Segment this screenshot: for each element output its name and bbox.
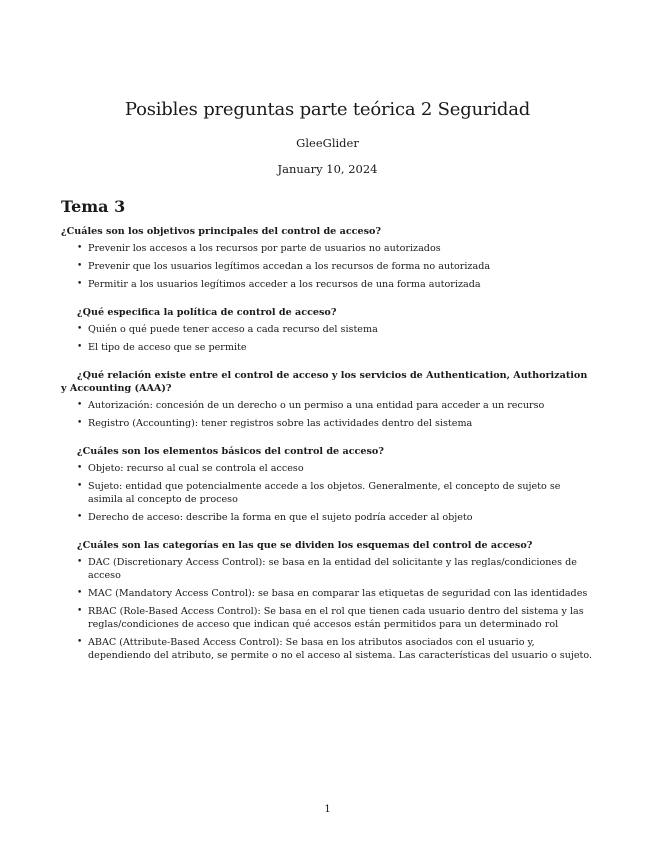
list-item: [61, 278, 596, 291]
list-item: [61, 480, 596, 506]
question-heading: ¿Qué especifica la política de control de acceso?: [77, 307, 337, 318]
bullet-icon: •: [77, 342, 83, 352]
answer-list: [61, 556, 596, 662]
question-block: [61, 539, 596, 662]
bullet-icon: •: [77, 588, 83, 598]
question-block: [61, 306, 596, 354]
list-item: [61, 556, 596, 582]
question-heading: ¿Qué relación existe entre el control de acceso y los servicios de Authentication, Authorization y Accounting (AAA)?: [61, 370, 588, 394]
question-block: [61, 369, 596, 430]
list-item-text: Derecho de acceso: describe la forma en que el sujeto podría acceder al objeto: [88, 512, 473, 523]
list-item-text: Quién o qué puede tener acceso a cada recurso del sistema: [88, 324, 378, 335]
document-author: GleeGlider: [296, 136, 359, 150]
list-item: [61, 399, 596, 412]
bullet-icon: •: [77, 418, 83, 428]
bullet-icon: •: [77, 606, 83, 616]
list-item-text: El tipo de acceso que se permite: [88, 342, 247, 353]
list-item-text: Sujeto: entidad que potencialmente accede a los objetos. Generalmente, el concepto de sujeto se asimila al concepto de proceso: [88, 481, 561, 505]
list-item-text: ABAC (Attribute-Based Access Control): Se basa en los atributos asociados con el usuario y, dependiendo del atributo, se permite o no el acceso al sistema. Las características del usuario o sujeto.: [88, 637, 593, 661]
answer-list: [61, 323, 596, 354]
question-block: [61, 225, 596, 291]
bullet-icon: •: [77, 463, 83, 473]
bullet-icon: •: [77, 243, 83, 253]
bullet-icon: •: [77, 512, 83, 522]
bullet-icon: •: [77, 481, 83, 491]
list-item: [61, 260, 596, 273]
list-item: [61, 242, 596, 255]
list-item-text: RBAC (Role-Based Access Control): Se basa en el rol que tienen cada usuario dentro del sistema y las reglas/condiciones de acceso que indican qué accesos están permitidos para un determinado rol: [88, 606, 584, 630]
list-item: [61, 462, 596, 475]
list-item-text: Permitir a los usuarios legítimos acceder a los recursos de una forma autorizada: [88, 279, 481, 290]
list-item: [61, 341, 596, 354]
answer-list: [61, 462, 596, 524]
document-date: January 10, 2024: [277, 162, 378, 176]
question-heading: ¿Cuáles son los objetivos principales del control de acceso?: [61, 226, 382, 237]
list-item: [61, 417, 596, 430]
answer-list: [61, 399, 596, 430]
list-item-text: Registro (Accounting): tener registros sobre las actividades dentro del sistema: [88, 418, 473, 429]
list-item-text: Autorización: concesión de un derecho o un permiso a una entidad para acceder a un recurso: [88, 400, 545, 411]
list-item-text: Prevenir los accesos a los recursos por parte de usuarios no autorizados: [88, 243, 441, 254]
question-block: [61, 445, 596, 524]
section-content: [61, 225, 596, 677]
question-heading: ¿Cuáles son las categorías en las que se dividen los esquemas del control de acceso?: [77, 540, 533, 551]
list-item: [61, 587, 596, 600]
document-title: Posibles preguntas parte teórica 2 Seguridad: [124, 99, 531, 120]
bullet-icon: •: [77, 400, 83, 410]
list-item: [61, 323, 596, 336]
list-item: [61, 511, 596, 524]
bullet-icon: •: [77, 637, 83, 647]
bullet-icon: •: [77, 324, 83, 334]
bullet-icon: •: [77, 557, 83, 567]
bullet-icon: •: [77, 279, 83, 289]
list-item: [61, 636, 596, 662]
list-item-text: DAC (Discretionary Access Control): se basa en la entidad del solicitante y las reglas/condiciones de acceso: [88, 557, 577, 581]
bullet-icon: •: [77, 261, 83, 271]
list-item-text: Objeto: recurso al cual se controla el acceso: [88, 463, 304, 474]
list-item-text: Prevenir que los usuarios legítimos accedan a los recursos de forma no autorizada: [88, 261, 491, 272]
answer-list: [61, 242, 596, 291]
list-item: [61, 605, 596, 631]
page-number: 1: [324, 804, 331, 815]
section-heading: Tema 3: [61, 197, 126, 216]
list-item-text: MAC (Mandatory Access Control): se basa en comparar las etiquetas de seguridad con las identidades: [88, 588, 588, 599]
question-heading: ¿Cuáles son los elementos básicos del control de acceso?: [77, 446, 384, 457]
